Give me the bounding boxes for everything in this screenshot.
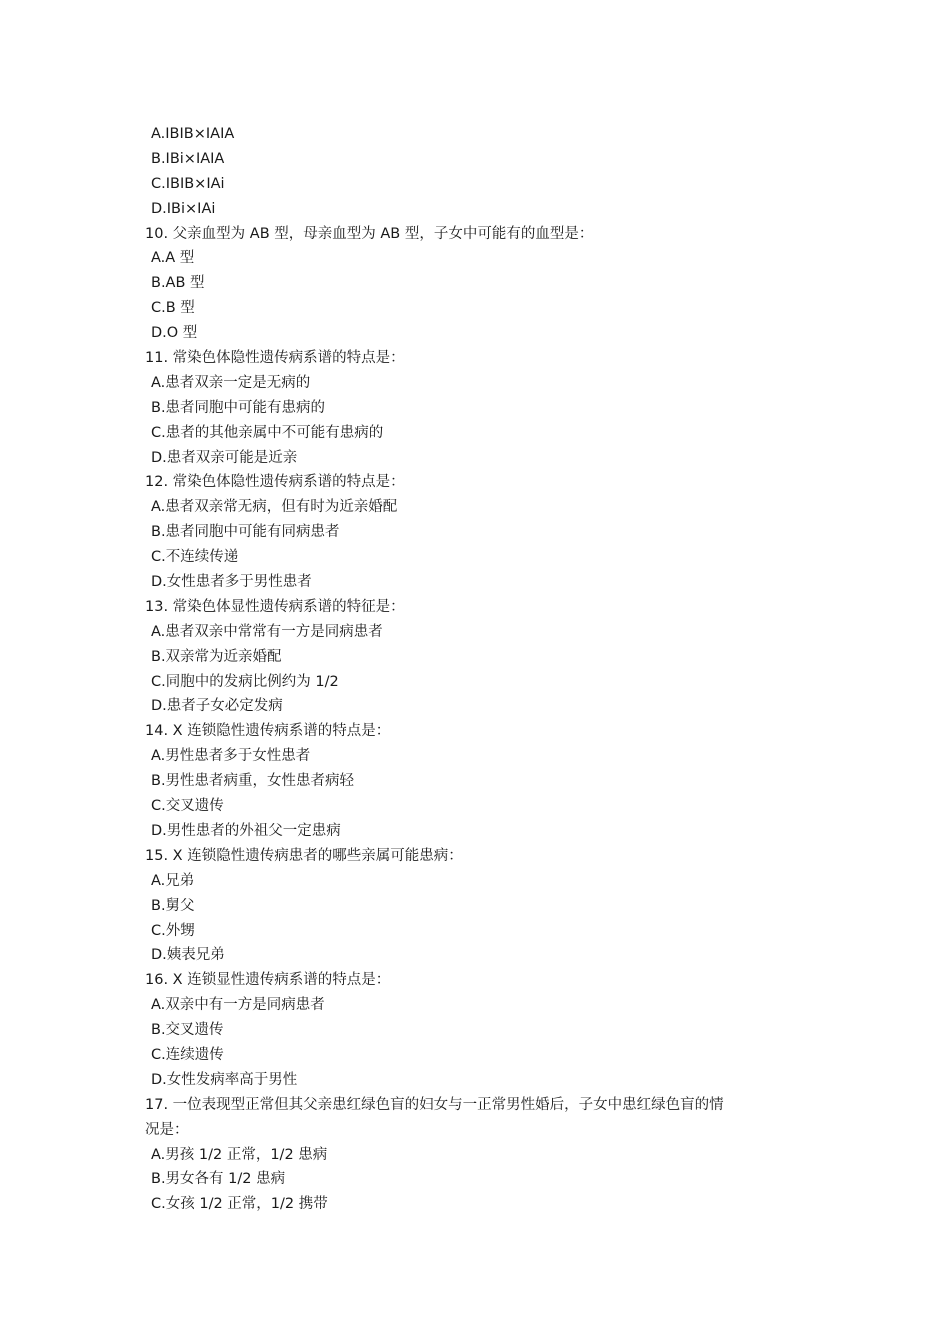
option-text: B.舅父: [151, 897, 195, 914]
option-text: C.交叉遗传: [151, 798, 224, 815]
option-text: D.姨表兄弟: [151, 947, 225, 964]
option-text: C.不连续传递: [151, 549, 239, 566]
option-text: B.患者同胞中可能有同病患者: [151, 524, 340, 541]
option-text: D.男性患者的外祖父一定患病: [151, 822, 341, 839]
question-text: 16. X 连锁显性遗传病系谱的特点是：: [145, 972, 391, 989]
option-text: C.B 型: [151, 300, 195, 317]
option-text: C.患者的其他亲属中不可能有患病的: [151, 424, 384, 441]
option-text: C.连续遗传: [151, 1046, 224, 1063]
question-text: 15. X 连锁隐性遗传病患者的哪些亲属可能患病：: [145, 847, 463, 864]
option-text: A.患者双亲一定是无病的: [151, 374, 311, 391]
question-text: 10. 父亲血型为 AB 型，母亲血型为 AB 型，子女中可能有的血型是：: [145, 225, 594, 242]
option-text: B.双亲常为近亲婚配: [151, 648, 282, 665]
option-text: D.患者双亲可能是近亲: [151, 449, 298, 466]
option-text: C.女孩 1/2 正常，1/2 携带: [151, 1196, 328, 1213]
question-text: 11. 常染色体隐性遗传病系谱的特点是：: [145, 350, 405, 367]
option-text: B.交叉遗传: [151, 1022, 224, 1039]
question-text: 17. 一位表现型正常但其父亲患红绿色盲的妇女与一正常男性婚后，子女中患红绿色盲的情: [145, 1096, 724, 1113]
option-text: C.IBIB×IAi: [151, 175, 225, 192]
question-text: 13. 常染色体显性遗传病系谱的特征是：: [145, 598, 405, 615]
question-text: 况是：: [145, 1121, 189, 1138]
question-text: 14. X 连锁隐性遗传病系谱的特点是：: [145, 723, 391, 740]
option-text: A.A 型: [151, 250, 195, 267]
option-text: C.外甥: [151, 922, 195, 939]
option-text: D.女性患者多于男性患者: [151, 574, 312, 591]
option-text: A.男性患者多于女性患者: [151, 748, 311, 765]
option-text: C.同胞中的发病比例约为 1/2: [151, 673, 339, 690]
option-text: A.患者双亲常无病，但有时为近亲婚配: [151, 499, 398, 516]
option-text: A.男孩 1/2 正常，1/2 患病: [151, 1146, 328, 1163]
option-text: B.AB 型: [151, 275, 205, 292]
question-text: 12. 常染色体隐性遗传病系谱的特点是：: [145, 474, 405, 491]
option-text: A.兄弟: [151, 872, 195, 889]
option-text: D.O 型: [151, 325, 198, 342]
option-text: B.男女各有 1/2 患病: [151, 1171, 286, 1188]
option-text: D.IBi×IAi: [151, 200, 216, 217]
option-text: D.女性发病率高于男性: [151, 1071, 298, 1088]
option-text: A.双亲中有一方是同病患者: [151, 997, 325, 1014]
document-body: [145, 122, 825, 1217]
option-text: D.患者子女必定发病: [151, 698, 283, 715]
option-text: B.男性患者病重，女性患者病轻: [151, 773, 355, 790]
option-text: B.患者同胞中可能有患病的: [151, 399, 326, 416]
option-text: A.IBIB×IAIA: [151, 126, 235, 142]
option-text: B.IBi×IAIA: [151, 150, 225, 167]
option-text: A.患者双亲中常常有一方是同病患者: [151, 623, 383, 640]
